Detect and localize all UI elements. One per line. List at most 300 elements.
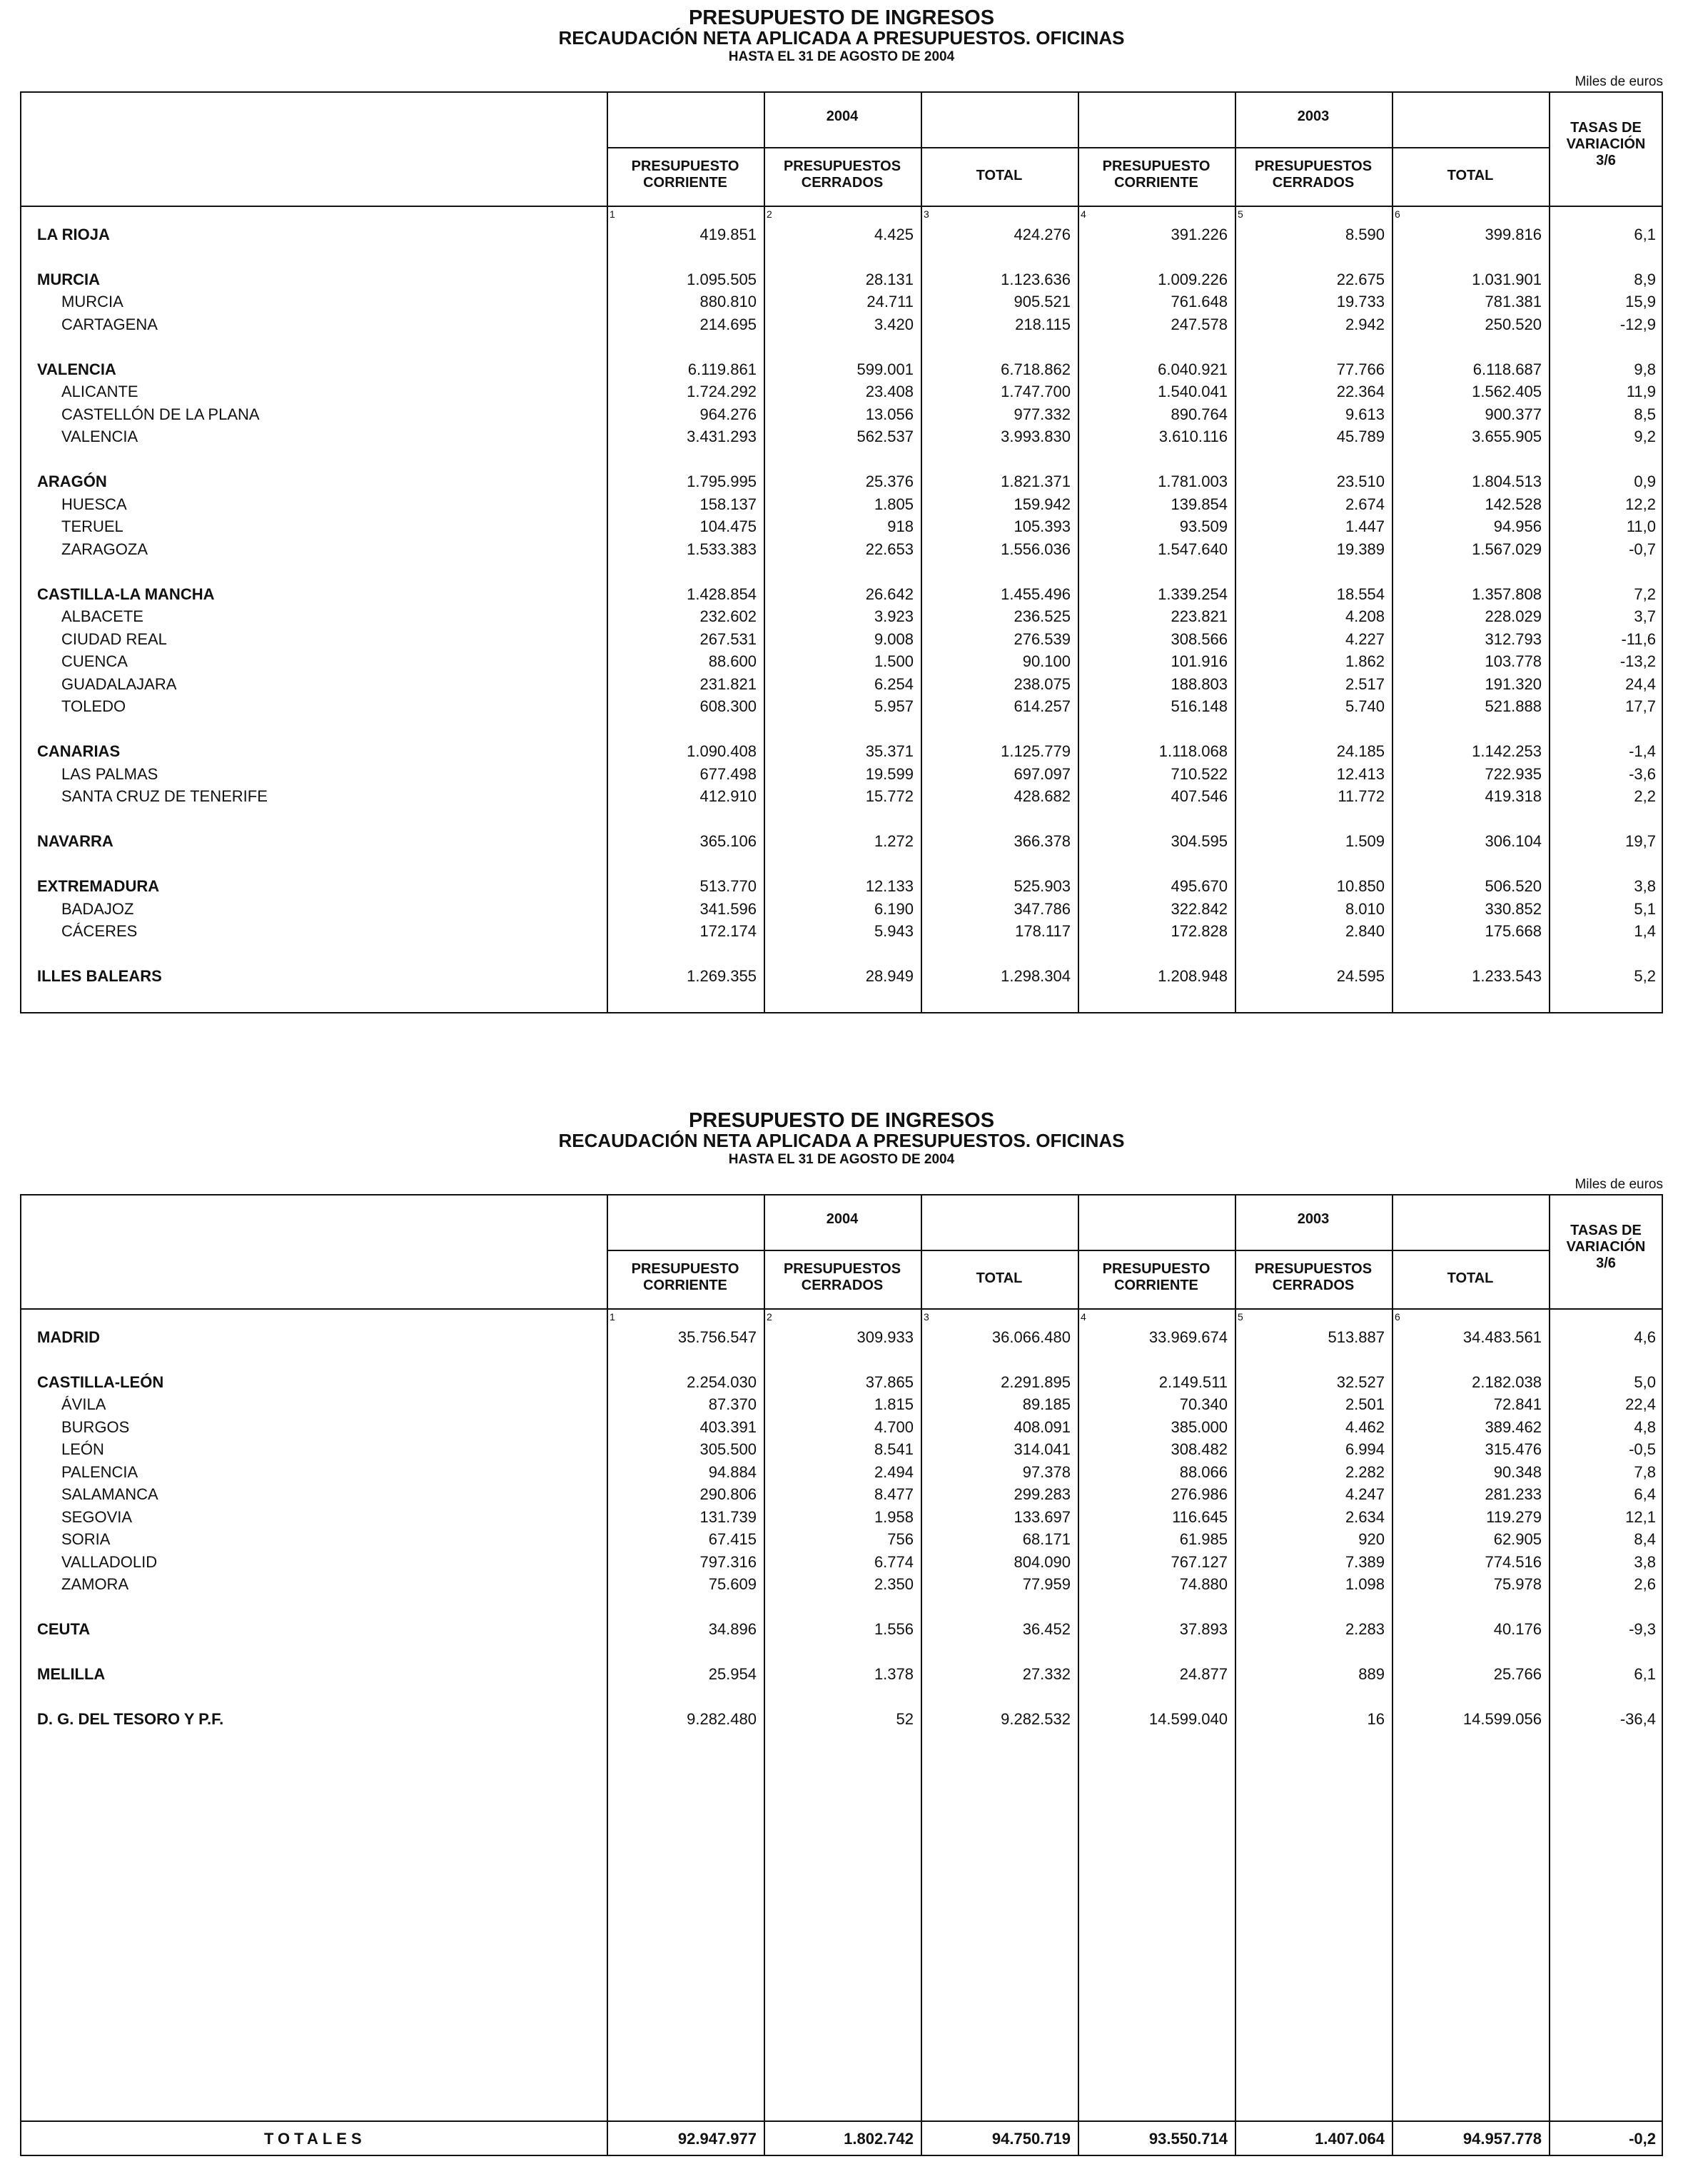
report-period: HASTA EL 31 DE AGOSTO DE 2004 <box>728 1151 955 1167</box>
table-cell: 45.789 <box>1336 428 1385 446</box>
table-cell: 36.066.480 <box>991 1328 1071 1346</box>
table-cell: 87.370 <box>708 1395 757 1414</box>
table-cell: 1.567.029 <box>1472 540 1542 558</box>
table-cell: 1.556 <box>874 1620 914 1639</box>
table-cell: 7,8 <box>1634 1462 1656 1481</box>
table-cell: 1.142.253 <box>1472 742 1542 761</box>
row-label: VALLADOLID <box>61 1552 158 1571</box>
table-cell: 3,8 <box>1634 1552 1656 1571</box>
col-cerrados-2004: PRESUPUESTOS CERRADOS <box>783 158 901 191</box>
row-label: MELILLA <box>37 1665 106 1684</box>
table-row <box>21 605 1662 627</box>
table-cell: 1.272 <box>874 832 914 851</box>
table-cell: 2.494 <box>874 1462 914 1481</box>
table-cell: 8.010 <box>1345 899 1385 918</box>
table-cell: 5.943 <box>874 922 914 941</box>
table-cell: 6.718.862 <box>1001 360 1071 378</box>
table-cell: 5,0 <box>1634 1372 1656 1391</box>
row-label: LAS PALMAS <box>61 764 158 783</box>
table-cell: 276.539 <box>1014 630 1071 648</box>
table-cell: 247.578 <box>1171 315 1228 333</box>
table-cell: 74.880 <box>1179 1575 1228 1594</box>
table-cell: 25.766 <box>1493 1665 1542 1684</box>
table-cell: 11,0 <box>1626 517 1656 536</box>
table-cell: 365.106 <box>699 832 757 851</box>
col-corriente-2003: PRESUPUESTO CORRIENTE <box>1102 1260 1211 1293</box>
table-row <box>21 403 1662 425</box>
table-cell: 24.711 <box>866 293 914 311</box>
table-cell: 9.282.532 <box>1001 1710 1071 1729</box>
table-cell: 14.599.056 <box>1462 1710 1542 1729</box>
table-cell: 1.509 <box>1345 832 1385 851</box>
table-cell: 2.634 <box>1345 1507 1385 1526</box>
table-cell: 8.541 <box>874 1440 914 1459</box>
table-cell: 32.527 <box>1336 1372 1385 1391</box>
table-cell: 223.821 <box>1171 607 1228 626</box>
table-cell: 6.994 <box>1345 1440 1385 1459</box>
table-cell: 6,1 <box>1634 225 1656 243</box>
table-cell: 12.413 <box>1336 764 1385 783</box>
row-label: SANTA CRUZ DE TENERIFE <box>61 787 268 806</box>
table-cell: 403.391 <box>699 1417 757 1436</box>
table-cell: 6.040.921 <box>1158 360 1228 378</box>
table-cell: 304.595 <box>1171 832 1228 851</box>
totals-label: TOTALES <box>264 2129 366 2148</box>
table-cell: 1.123.636 <box>1001 270 1071 288</box>
table-cell: 25.376 <box>865 472 914 491</box>
table-cell: 14.599.040 <box>1148 1710 1228 1729</box>
table-cell: 412.910 <box>699 787 757 806</box>
year-2004-header: 2004 <box>826 108 859 124</box>
table-row <box>21 515 1662 537</box>
table-cell: 62.905 <box>1493 1530 1542 1549</box>
table-cell: 314.041 <box>1014 1440 1071 1459</box>
table-cell: 232.602 <box>699 607 757 626</box>
table-cell: -0,7 <box>1629 540 1656 558</box>
table-cell: 1.781.003 <box>1158 472 1228 491</box>
table-row <box>21 898 1662 920</box>
table-cell: 890.764 <box>1171 405 1228 423</box>
header-divider <box>607 147 1549 148</box>
column-number: 2 <box>767 1310 772 1323</box>
table-cell: 37.865 <box>865 1372 914 1391</box>
table-cell: 6,1 <box>1634 1665 1656 1684</box>
table-cell: 608.300 <box>699 697 757 716</box>
table-cell: 767.127 <box>1171 1552 1228 1571</box>
table-row <box>21 1371 1662 1393</box>
table-cell: 1,4 <box>1634 922 1656 941</box>
table-cell: 88.066 <box>1179 1462 1228 1481</box>
table-row <box>21 830 1662 852</box>
table-cell: 28.949 <box>865 967 914 986</box>
report-header <box>20 1110 1663 1167</box>
table-cell: 19.389 <box>1336 540 1385 558</box>
table-cell: 228.029 <box>1485 607 1542 626</box>
column-number: 5 <box>1238 208 1243 220</box>
column-number: 3 <box>924 1310 929 1323</box>
table-cell: 101.916 <box>1171 652 1228 671</box>
col-tasas-variacion: TASAS DE VARIACIÓN 3/6 <box>1566 119 1646 168</box>
table-cell: 391.226 <box>1171 225 1228 243</box>
table-cell: 2.149.511 <box>1158 1372 1228 1391</box>
table-cell: 2.282 <box>1345 1462 1385 1481</box>
row-label: GUADALAJARA <box>61 674 177 693</box>
table-cell: 142.528 <box>1485 495 1542 513</box>
table-cell: 12,2 <box>1625 495 1656 513</box>
table-cell: 68.171 <box>1022 1530 1071 1549</box>
row-label: MURCIA <box>61 293 123 311</box>
table-cell: 1.269.355 <box>687 967 757 986</box>
table-cell: 305.500 <box>699 1440 757 1459</box>
table-cell: 506.520 <box>1485 877 1542 896</box>
column-number: 2 <box>767 208 772 220</box>
table-cell: 3,8 <box>1634 877 1656 896</box>
row-label: HUESCA <box>61 495 127 513</box>
table-cell: 804.090 <box>1014 1552 1071 1571</box>
row-label: NAVARRA <box>37 832 113 851</box>
table-cell: 1.428.854 <box>687 585 757 603</box>
table-cell: 900.377 <box>1485 405 1542 423</box>
table-cell: 1.500 <box>874 652 914 671</box>
table-cell: 172.174 <box>699 922 757 941</box>
table-cell: 75.978 <box>1493 1575 1542 1594</box>
table-cell: 2.517 <box>1345 674 1385 693</box>
table-cell: 366.378 <box>1014 832 1071 851</box>
table-cell: 191.320 <box>1485 674 1542 693</box>
column-number: 6 <box>1395 1310 1400 1323</box>
table-cell: 3.431.293 <box>687 428 757 446</box>
report-header <box>20 7 1663 64</box>
table-cell: -13,2 <box>1619 652 1656 671</box>
table-cell: 3,7 <box>1634 607 1656 626</box>
table-cell: 2.674 <box>1345 495 1385 513</box>
column-number: 3 <box>924 208 929 220</box>
table-cell: 236.525 <box>1014 607 1071 626</box>
table-cell: 24.595 <box>1336 967 1385 986</box>
table-cell: 34.896 <box>708 1620 757 1639</box>
table-row <box>21 223 1662 246</box>
row-label: EXTREMADURA <box>37 877 160 896</box>
table-cell: 3.420 <box>874 315 914 333</box>
table-row <box>21 650 1662 672</box>
report-period: HASTA EL 31 DE AGOSTO DE 2004 <box>728 49 955 64</box>
table-cell: 104.475 <box>699 517 757 536</box>
row-label: TERUEL <box>61 517 123 536</box>
table-cell: 67.415 <box>708 1530 757 1549</box>
report-section-2 <box>20 1110 1663 2156</box>
row-label: PALENCIA <box>61 1462 138 1481</box>
table-row <box>21 1663 1662 1685</box>
table-row <box>21 740 1662 762</box>
col-total-2004: TOTAL <box>976 167 1023 183</box>
table-cell: 10.850 <box>1336 877 1385 896</box>
table-cell: 1.862 <box>1345 652 1385 671</box>
column-number: 1 <box>610 208 615 220</box>
table-row <box>21 1708 1662 1730</box>
table-cell: 1.208.948 <box>1158 967 1228 986</box>
table-cell: 920 <box>1358 1530 1385 1549</box>
table-cell: 1.455.496 <box>1001 585 1071 603</box>
table-cell: 35.756.547 <box>677 1328 757 1346</box>
table-cell: 4.227 <box>1345 630 1385 648</box>
totals-divider <box>21 2120 1663 2122</box>
table-cell: 25.954 <box>708 1665 757 1684</box>
row-label: CÁCERES <box>61 922 138 941</box>
table-cell: 889 <box>1358 1665 1385 1684</box>
table-cell: 1.118.068 <box>1158 742 1228 761</box>
table-cell: 40.176 <box>1493 1620 1542 1639</box>
table-cell: 35.371 <box>865 742 914 761</box>
col-total-2003: TOTAL <box>1447 167 1494 183</box>
revenue-table <box>20 1194 1663 2156</box>
table-cell: 322.842 <box>1171 899 1228 918</box>
totals-cell: 1.407.064 <box>1315 2129 1385 2148</box>
table-cell: -3,6 <box>1629 764 1656 783</box>
row-label: SEGOVIA <box>61 1507 133 1526</box>
col-total-2004: TOTAL <box>976 1270 1023 1286</box>
table-cell: 5.740 <box>1345 697 1385 716</box>
table-cell: 308.566 <box>1171 630 1228 648</box>
table-cell: 1.533.383 <box>687 540 757 558</box>
table-cell: 22,4 <box>1625 1395 1656 1414</box>
units-label: Miles de euros <box>1575 74 1663 89</box>
table-cell: 6.190 <box>874 899 914 918</box>
table-cell: 4.700 <box>874 1417 914 1436</box>
table-cell: 131.739 <box>699 1507 757 1526</box>
table-cell: 4,6 <box>1634 1328 1656 1346</box>
totals-cell: 94.750.719 <box>991 2129 1071 2148</box>
table-cell: 797.316 <box>699 1552 757 1571</box>
report-section-1 <box>20 7 1663 1013</box>
table-cell: 8,5 <box>1634 405 1656 423</box>
table-cell: 722.935 <box>1485 764 1542 783</box>
table-cell: 103.778 <box>1485 652 1542 671</box>
table-cell: 218.115 <box>1015 315 1071 333</box>
table-cell: -0,5 <box>1629 1440 1656 1459</box>
table-cell: 11.772 <box>1338 787 1385 806</box>
table-cell: -12,9 <box>1619 315 1656 333</box>
table-cell: 22.364 <box>1336 383 1385 401</box>
table-cell: 781.381 <box>1485 293 1542 311</box>
table-cell: 408.091 <box>1014 1417 1071 1436</box>
table-row <box>21 673 1662 695</box>
table-cell: 424.276 <box>1014 225 1071 243</box>
table-cell: 72.841 <box>1493 1395 1542 1414</box>
table-cell: 3.923 <box>874 607 914 626</box>
table-cell: 77.766 <box>1336 360 1385 378</box>
table-cell: 24.877 <box>1179 1665 1228 1684</box>
table-cell: 188.803 <box>1171 674 1228 693</box>
table-cell: 61.985 <box>1179 1530 1228 1549</box>
table-row <box>21 875 1662 897</box>
table-cell: 6.254 <box>874 674 914 693</box>
table-cell: 306.104 <box>1485 832 1542 851</box>
table-cell: 677.498 <box>699 764 757 783</box>
table-cell: 347.786 <box>1014 899 1071 918</box>
table-cell: 26.642 <box>865 585 914 603</box>
table-row <box>21 470 1662 492</box>
table-cell: 4,8 <box>1634 1417 1656 1436</box>
table-cell: -9,3 <box>1629 1620 1656 1639</box>
table-cell: 2,2 <box>1634 787 1656 806</box>
totals-cell: 94.957.778 <box>1462 2129 1542 2148</box>
table-cell: 23.510 <box>1336 472 1385 491</box>
row-label: CANARIAS <box>37 742 121 761</box>
col-tasas-variacion: TASAS DE VARIACIÓN 3/6 <box>1566 1222 1646 1271</box>
table-cell: 88.600 <box>708 652 757 671</box>
table-cell: 774.516 <box>1485 1552 1542 1571</box>
table-cell: 614.257 <box>1014 697 1071 716</box>
table-cell: 2.350 <box>874 1575 914 1594</box>
totals-row <box>21 2128 1662 2150</box>
table-cell: 1.031.901 <box>1472 270 1542 288</box>
table-row <box>21 538 1662 560</box>
table-cell: 33.969.674 <box>1148 1328 1228 1346</box>
column-number: 1 <box>610 1310 615 1323</box>
table-cell: 1.447 <box>1345 517 1385 536</box>
table-cell: 6.119.861 <box>687 360 757 378</box>
table-row <box>21 763 1662 785</box>
table-cell: 19.599 <box>865 764 914 783</box>
table-cell: 27.332 <box>1022 1665 1071 1684</box>
table-cell: 9.613 <box>1345 405 1385 423</box>
table-cell: 8,9 <box>1634 270 1656 288</box>
col-corriente-2004: PRESUPUESTO CORRIENTE <box>631 1260 739 1293</box>
table-cell: 28.131 <box>865 270 914 288</box>
totals-cell: 93.550.714 <box>1148 2129 1228 2148</box>
table-cell: 495.670 <box>1171 877 1228 896</box>
table-cell: 17,7 <box>1625 697 1656 716</box>
table-cell: 1.958 <box>874 1507 914 1526</box>
table-cell: 37.893 <box>1179 1620 1228 1639</box>
table-cell: 1.804.513 <box>1472 472 1542 491</box>
table-cell: 24,4 <box>1625 674 1656 693</box>
table-cell: 513.887 <box>1328 1328 1385 1346</box>
table-cell: 23.408 <box>865 383 914 401</box>
table-cell: 175.668 <box>1485 922 1542 941</box>
table-cell: 12,1 <box>1625 1507 1656 1526</box>
table-cell: 70.340 <box>1179 1395 1228 1414</box>
table-row <box>21 493 1662 515</box>
table-cell: 4.462 <box>1345 1417 1385 1436</box>
table-row <box>21 965 1662 987</box>
row-label: CASTILLA-LA MANCHA <box>37 585 215 603</box>
table-cell: 178.117 <box>1015 922 1071 941</box>
table-cell: 2.840 <box>1345 922 1385 941</box>
column-number: 6 <box>1395 208 1400 220</box>
header-divider <box>607 1250 1549 1251</box>
table-cell: 2,6 <box>1634 1575 1656 1594</box>
table-cell: 24.185 <box>1336 742 1385 761</box>
row-label: ZAMORA <box>61 1575 129 1594</box>
table-cell: 315.476 <box>1485 1440 1542 1459</box>
table-cell: 2.501 <box>1345 1395 1385 1414</box>
table-row <box>21 1573 1662 1595</box>
table-cell: 139.854 <box>1171 495 1228 513</box>
table-cell: 15.772 <box>865 787 914 806</box>
table-cell: 2.254.030 <box>687 1372 757 1391</box>
table-cell: 11,9 <box>1626 383 1656 401</box>
row-label: SORIA <box>61 1530 111 1549</box>
table-cell: 5,1 <box>1634 899 1656 918</box>
table-cell: 8.590 <box>1345 225 1385 243</box>
table-cell: 880.810 <box>699 293 757 311</box>
table-cell: 1.815 <box>874 1395 914 1414</box>
table-cell: 0,9 <box>1634 472 1656 491</box>
year-2003-header: 2003 <box>1297 108 1330 124</box>
row-label: VALENCIA <box>61 428 138 446</box>
row-label: CIUDAD REAL <box>61 630 167 648</box>
table-cell: 341.596 <box>699 899 757 918</box>
table-cell: 77.959 <box>1022 1575 1071 1594</box>
table-cell: 9,2 <box>1634 428 1656 446</box>
table-cell: 1.233.543 <box>1472 967 1542 986</box>
table-row <box>21 1618 1662 1640</box>
table-cell: 1.540.041 <box>1158 383 1228 401</box>
table-row <box>21 1326 1662 1348</box>
table-row <box>21 1528 1662 1550</box>
table-cell: 516.148 <box>1171 697 1228 716</box>
table-cell: 599.001 <box>856 360 914 378</box>
row-label: CASTELLÓN DE LA PLANA <box>61 405 260 423</box>
row-label: MURCIA <box>37 270 100 288</box>
row-label: TOLEDO <box>61 697 126 716</box>
table-cell: 94.884 <box>708 1462 757 1481</box>
report-title: PRESUPUESTO DE INGRESOS <box>688 1109 995 1132</box>
table-cell: 525.903 <box>1014 877 1071 896</box>
table-cell: 89.185 <box>1022 1395 1071 1414</box>
table-row <box>21 920 1662 942</box>
col-corriente-2004: PRESUPUESTO CORRIENTE <box>631 158 739 191</box>
table-cell: 1.805 <box>874 495 914 513</box>
table-cell: 697.097 <box>1014 764 1071 783</box>
table-cell: 22.675 <box>1336 270 1385 288</box>
table-cell: 1.298.304 <box>1001 967 1071 986</box>
row-label: ILLES BALEARS <box>37 967 162 986</box>
table-cell: 97.378 <box>1022 1462 1071 1481</box>
table-cell: 3.993.830 <box>1001 428 1071 446</box>
table-cell: 231.821 <box>699 674 757 693</box>
table-cell: 407.546 <box>1171 787 1228 806</box>
table-cell: 9,8 <box>1634 360 1656 378</box>
row-label: ÁVILA <box>61 1395 106 1414</box>
table-cell: 389.462 <box>1485 1417 1542 1436</box>
table-cell: 428.682 <box>1014 787 1071 806</box>
row-label: VALENCIA <box>37 360 116 378</box>
table-cell: 267.531 <box>699 630 757 648</box>
row-label: LA RIOJA <box>37 225 110 243</box>
table-cell: 761.648 <box>1171 293 1228 311</box>
table-cell: 1.125.779 <box>1001 742 1071 761</box>
table-cell: 159.942 <box>1014 495 1071 513</box>
table-cell: 119.279 <box>1486 1507 1542 1526</box>
table-cell: 133.697 <box>1014 1507 1071 1526</box>
units-label: Miles de euros <box>1575 1176 1663 1192</box>
row-label: ALICANTE <box>61 383 138 401</box>
table-cell: 1.562.405 <box>1472 383 1542 401</box>
table-cell: -11,6 <box>1621 630 1656 648</box>
table-cell: 905.521 <box>1014 293 1071 311</box>
table-cell: 105.393 <box>1014 517 1071 536</box>
table-cell: 250.520 <box>1485 315 1542 333</box>
totals-cell: -0,2 <box>1629 2129 1656 2148</box>
row-label: ZARAGOZA <box>61 540 148 558</box>
table-cell: 385.000 <box>1171 1417 1228 1436</box>
column-number: 5 <box>1238 1310 1243 1323</box>
report-subtitle: RECAUDACIÓN NETA APLICADA A PRESUPUESTOS. OFICINAS <box>558 27 1125 49</box>
report-title: PRESUPUESTO DE INGRESOS <box>688 6 995 29</box>
table-cell: 276.986 <box>1171 1485 1228 1504</box>
